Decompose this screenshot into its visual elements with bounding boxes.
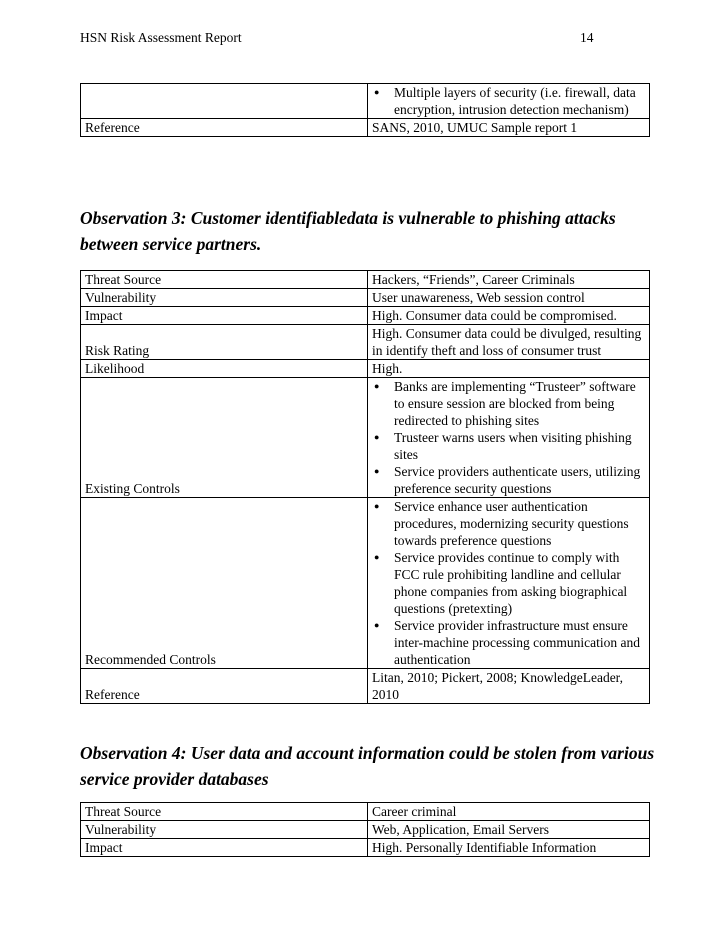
row-value: High. Personally Identifiable Information [368, 839, 650, 857]
table-row [81, 84, 650, 119]
row-label: Impact [81, 307, 368, 325]
row-label: Risk Rating [81, 325, 368, 360]
row-value: Litan, 2010; Pickert, 2008; KnowledgeLeader, 2010 [368, 669, 650, 704]
table-row [81, 325, 650, 360]
row-value [368, 378, 650, 498]
row-label: Reference [81, 669, 368, 704]
bullet-item: ● Multiple layers of security (i.e. firewall, data encryption, intrusion detection mechanism) [372, 84, 645, 118]
bullet-item: ● Service provider infrastructure must ensure inter-machine processing communication and authentication [372, 617, 645, 668]
table-row [81, 498, 650, 669]
row-value: SANS, 2010, UMUC Sample report 1 [368, 119, 650, 137]
row-value: High. Consumer data could be compromised. [368, 307, 650, 325]
table-row [81, 839, 650, 857]
observation-3-table [80, 270, 650, 704]
report-title: HSN Risk Assessment Report [80, 30, 242, 45]
table-row [81, 289, 650, 307]
row-value: High. [368, 360, 650, 378]
row-label [81, 84, 368, 119]
table-row [81, 119, 650, 137]
page-header [80, 30, 600, 48]
row-label: Reference [81, 119, 368, 137]
row-label: Existing Controls [81, 378, 368, 498]
row-label: Likelihood [81, 360, 368, 378]
bullet-list [372, 498, 645, 668]
continuation-table [80, 83, 650, 137]
table-row [81, 803, 650, 821]
observation-3-heading: Observation 3: Customer identifiabledata is vulnerable to phishing attacks between service partners. [80, 208, 616, 254]
row-value [368, 498, 650, 669]
row-label: Impact [81, 839, 368, 857]
row-label: Recommended Controls [81, 498, 368, 669]
table-row [81, 271, 650, 289]
row-value: User unawareness, Web session control [368, 289, 650, 307]
row-value [368, 84, 650, 119]
page-number: 14 [580, 30, 594, 45]
bullet-item: ● Service provides continue to comply with FCC rule prohibiting landline and cellular phone companies from asking biographical questions (pretexting) [372, 549, 645, 617]
table-row [81, 360, 650, 378]
bullet-list [372, 84, 645, 118]
row-label: Vulnerability [81, 289, 368, 307]
table-row [81, 821, 650, 839]
bullet-item: ● Trusteer warns users when visiting phishing sites [372, 429, 645, 463]
bullet-list [372, 378, 645, 497]
observation-4-table [80, 802, 650, 857]
row-value: Hackers, “Friends”, Career Criminals [368, 271, 650, 289]
table-row [81, 669, 650, 704]
bullet-item: ● Service enhance user authentication procedures, modernizing security questions towards preference questions [372, 498, 645, 549]
bullet-item: ● Banks are implementing “Trusteer” software to ensure session are blocked from being redirected to phishing sites [372, 378, 645, 429]
bullet-item: ● Service providers authenticate users, utilizing preference security questions [372, 463, 645, 497]
table-row [81, 307, 650, 325]
row-label: Threat Source [81, 271, 368, 289]
row-label: Vulnerability [81, 821, 368, 839]
observation-4-heading: Observation 4: User data and account information could be stolen from various service provider databases [80, 743, 655, 789]
table-row [81, 378, 650, 498]
row-value: Career criminal [368, 803, 650, 821]
row-value: Web, Application, Email Servers [368, 821, 650, 839]
row-label: Threat Source [81, 803, 368, 821]
row-value: High. Consumer data could be divulged, resulting in identify theft and loss of consumer trust [368, 325, 650, 360]
